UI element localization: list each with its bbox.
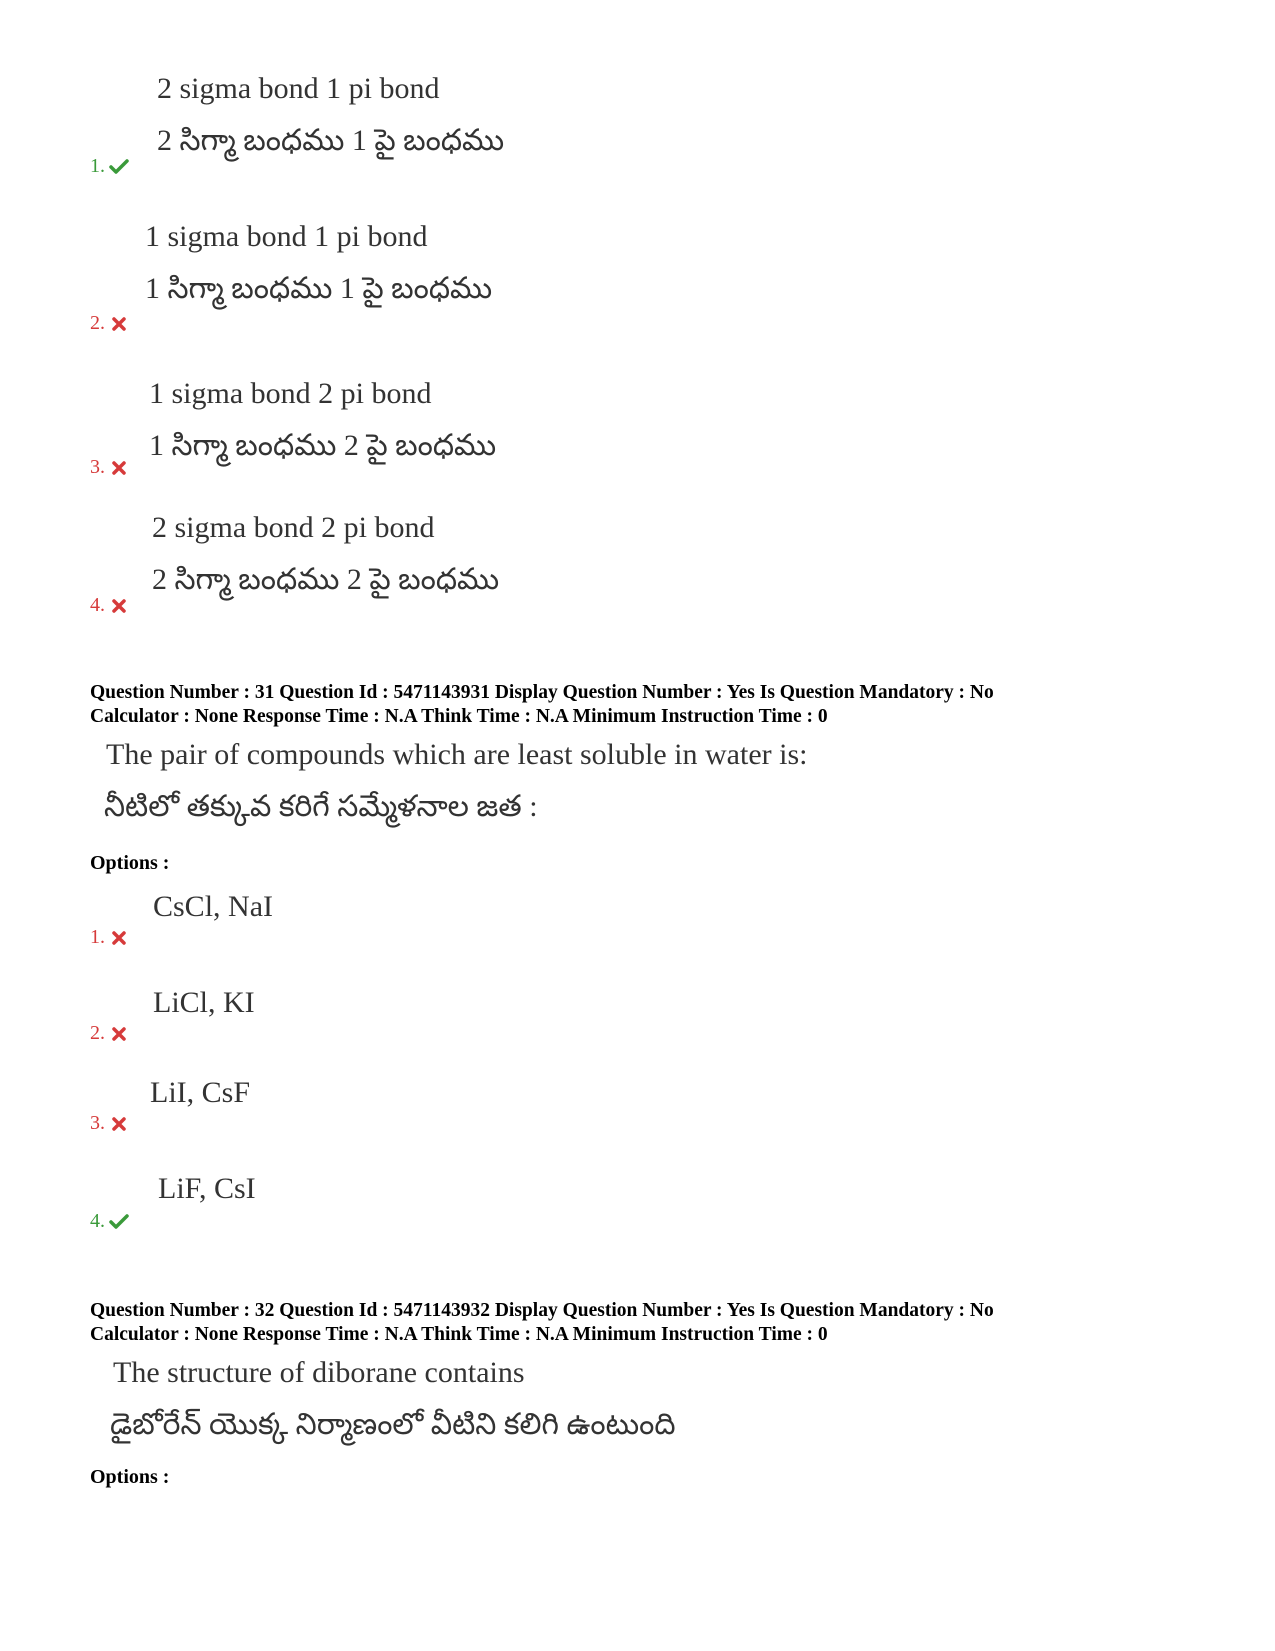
prev-option-4-label: [90, 594, 129, 617]
prev-option-3-label: [90, 456, 129, 479]
cross-icon: [109, 1115, 129, 1133]
cross-icon: [109, 459, 129, 477]
cross-icon: [109, 929, 129, 947]
q31-option-2-text: LiCl, KI: [153, 986, 255, 1019]
q31-option-3-label: [90, 1112, 129, 1135]
option-number: 1.: [90, 155, 105, 177]
prev-option-2-te: 1 సిగ్మా బంధము 1 పై బంధము: [145, 272, 493, 305]
prev-option-4-en: 2 sigma bond 2 pi bond: [152, 511, 435, 544]
q31-option-3-text: LiI, CsF: [150, 1076, 251, 1109]
check-icon: [109, 158, 129, 176]
cross-icon: [109, 315, 129, 333]
option-number: 3.: [90, 456, 105, 478]
option-number: 1.: [90, 926, 105, 948]
prev-option-3-en: 1 sigma bond 2 pi bond: [149, 377, 432, 410]
prev-option-2-en: 1 sigma bond 1 pi bond: [145, 220, 428, 253]
q31-option-1-label: [90, 926, 129, 949]
question-stem-en: The pair of compounds which are least soluble in water is:: [106, 738, 808, 771]
check-icon: [109, 1213, 129, 1231]
options-label: Options :: [90, 852, 170, 874]
prev-option-3-te: 1 సిగ్మా బంధము 2 పై బంధము: [149, 429, 497, 462]
prev-option-1-label: [90, 155, 129, 178]
prev-option-4-te: 2 సిగ్మా బంధము 2 పై బంధము: [152, 563, 500, 596]
prev-option-2-label: [90, 312, 129, 335]
q31-option-1-text: CsCl, NaI: [153, 890, 273, 923]
question-meta-line1: Question Number : 31 Question Id : 5471143931 Display Question Number : Yes Is Question Mandatory : No: [90, 682, 994, 703]
question-meta-line2: Calculator : None Response Time : N.A Think Time : N.A Minimum Instruction Time : 0: [90, 706, 828, 727]
cross-icon: [109, 1025, 129, 1043]
question-stem-te: నీటిలో తక్కువ కరిగే సమ్మేళనాల జత :: [104, 790, 538, 823]
q31-option-2-label: [90, 1022, 129, 1045]
question-meta-line1: Question Number : 32 Question Id : 5471143932 Display Question Number : Yes Is Question Mandatory : No: [90, 1300, 994, 1321]
question-stem-te: డైబోరేన్ యొక్క నిర్మాణంలో వీటిని కలిగి ఉంటుంది: [110, 1408, 676, 1441]
question-stem-en: The structure of diborane contains: [113, 1356, 525, 1389]
option-number: 2.: [90, 312, 105, 334]
q31-option-4-text: LiF, CsI: [158, 1172, 256, 1205]
option-number: 4.: [90, 594, 105, 616]
q31-option-4-label: [90, 1210, 129, 1233]
prev-option-1-en: 2 sigma bond 1 pi bond: [157, 72, 440, 105]
option-number: 3.: [90, 1112, 105, 1134]
cross-icon: [109, 597, 129, 615]
options-label: Options :: [90, 1466, 170, 1488]
option-number: 2.: [90, 1022, 105, 1044]
question-meta-line2: Calculator : None Response Time : N.A Think Time : N.A Minimum Instruction Time : 0: [90, 1324, 828, 1345]
prev-option-1-te: 2 సిగ్మా బంధము 1 పై బంధము: [157, 124, 505, 157]
option-number: 4.: [90, 1210, 105, 1232]
